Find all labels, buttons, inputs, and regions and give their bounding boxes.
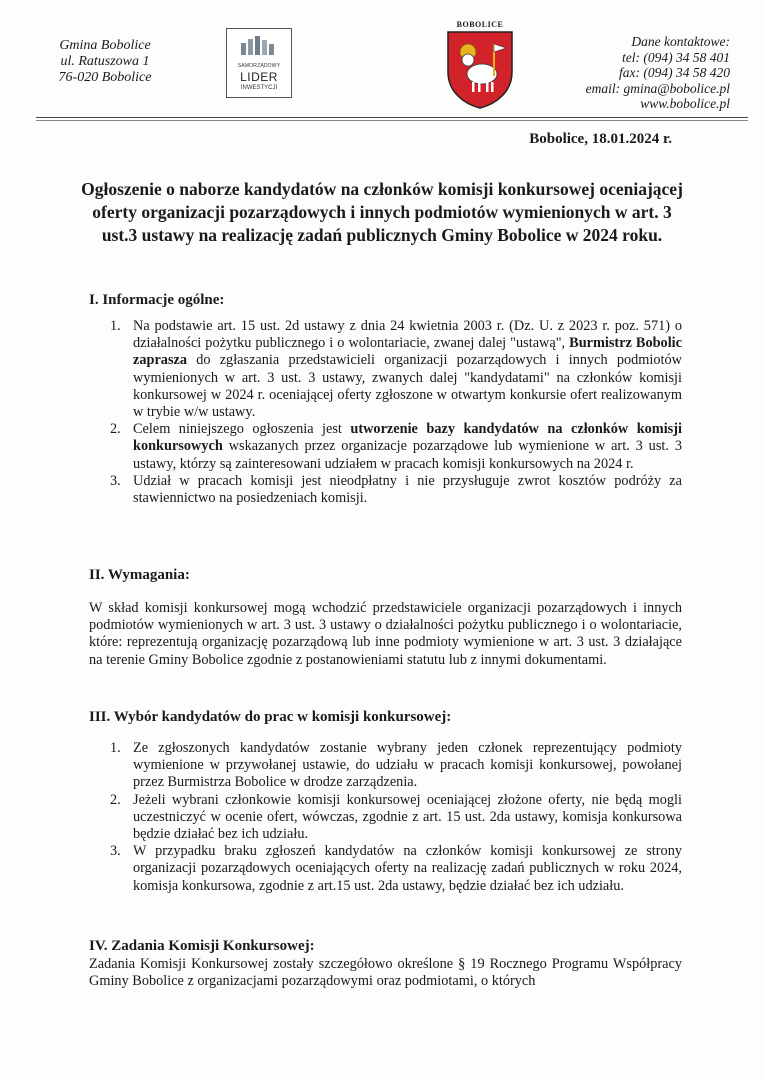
section-heading: III. Wybór kandydatów do prac w komisji konkursowej:	[89, 709, 452, 725]
section-2-text: W skład komisji konkursowej mogą wchodzić przedstawiciele organizacji pozarządowych i innych podmiotów wymienionych w art. 3 ust. 3 ustawy o działalności pożytku publicznego i o wolontariacie, które: reprezentują organizację pozarządową lub inne podmioty wymienione w art. 3 ust. 3 działające na terenie Gminy Bobolice zgodnie z postanowieniami statutu lub z innymi dokumentami.	[89, 600, 682, 668]
contact-website: www.bobolice.pl	[640, 96, 730, 111]
address-line: 76-020 Bobolice	[58, 70, 152, 85]
item-number: 1.	[110, 318, 121, 334]
lider-inwestycji-logo	[226, 28, 292, 98]
section-heading: I. Informacje ogólne:	[89, 292, 225, 308]
item-text: Na podstawie art. 15 ust. 2d ustawy z dnia 24 kwietnia 2003 r. (Dz. U. z 2023 r. poz. 571) o działalności pożytku publicznego i o wolontariacie, zwanej dalej "ustawą",	[133, 318, 682, 352]
document-title: Ogłoszenie o naborze kandydatów na członków komisji konkursowej oceniającej oferty organizacji pozarządowych i innych podmiotów wymienionych w art. 3 ust.3 ustawy na realizację zadań publicznych Gminy Bobolice w 2024 roku.	[81, 179, 683, 245]
item-text: Ze zgłoszonych kandydatów zostanie wybrany jeden członek reprezentujący podmioty wymienione w przywołanej ustawie, do udziału w pracach komisji konkursowej, powołanej przez Burmistrza Bobolice w drodze zarządzenia.	[133, 740, 682, 791]
address-line: Gmina Bobolice	[59, 38, 151, 53]
list-item	[110, 421, 682, 473]
logo-line3: INWESTYCJI	[240, 85, 278, 91]
contact-email: email: gmina@bobolice.pl	[585, 80, 730, 96]
item-text: Celem niniejszego ogłoszenia jest	[133, 421, 351, 438]
logo-line2: LIDER	[240, 70, 278, 84]
list-item	[110, 792, 682, 844]
address-line: ul. Ratuszowa 1	[60, 54, 150, 69]
section-4-text: Zadania Komisji Konkursowej zostały szczegółowo określone § 19 Rocznego Programu Współpracy Gminy Bobolice z organizacjami pozarządowymi oraz podmiotami, o których	[89, 956, 682, 990]
document-date: Bobolice, 18.01.2024 r.	[529, 131, 672, 147]
lamb-crest-icon	[446, 30, 514, 110]
item-text: W przypadku braku zgłoszeń kandydatów na członków komisji konkursowej ze strony organizacji pozarządowych oceniających oferty na realizację zadań publicznych w roku 2024, komisja konkursowa, zgodnie z art.15 ust. 2da ustawy, będzie działać bez ich udziału.	[133, 843, 682, 894]
contact-heading: Dane kontaktowe:	[631, 34, 730, 49]
item-number: 2.	[110, 421, 121, 438]
item-bold-text: utworzenie bazy kandydatów na członków komisji konkursowych	[133, 421, 682, 455]
list-item	[110, 473, 682, 507]
item-number: 1.	[110, 740, 121, 756]
list-item	[110, 843, 682, 895]
item-bold-text: Burmistrz Bobolic zaprasza	[133, 335, 682, 369]
municipality-address	[30, 38, 180, 86]
section-1-list	[110, 318, 682, 507]
buildings-icon	[239, 35, 279, 55]
item-text: Jeżeli wybrani członkowie komisji konkursowej oceniającej złożone oferty, nie będą mogli uczestniczyć w ocenie ofert, wówczas, zgodnie z art. 15 ust. 2da ustawy, komisja konkursowa będzie działać bez ich udziału.	[133, 791, 682, 843]
item-text: do zgłaszania przedstawicieli organizacji pozarządowych i innych podmiotów wymienionych w art. 3 ust. 3 ustawy, zwanych dalej "kandydatami" na członków komisji konkursowej w 2024 r. oceniającej oferty zgłoszone w otwartym konkursie ofert realizowanym w trybie w/w ustawy.	[133, 352, 682, 421]
item-number: 3.	[110, 843, 121, 860]
contact-details	[530, 34, 730, 112]
header-divider	[36, 120, 748, 121]
contact-phone: tel: (094) 34 58 401	[622, 49, 730, 65]
item-text: Udział w pracach komisji jest nieodpłatny i nie przysługuje zwrot kosztów podróży za stawiennictwo na posiedzeniach komisji.	[133, 472, 682, 507]
logo-line1: SAMORZĄDOWY	[237, 63, 281, 69]
contact-fax: fax: (094) 34 58 420	[619, 65, 730, 80]
list-item	[110, 318, 682, 421]
list-item	[110, 740, 682, 792]
item-number: 3.	[110, 472, 121, 489]
item-text: wskazanych przez organizacje pozarządowe lub wymienione w art. 3 ust. 3 ustawy, którzy są zainteresowani udziałem w pracach komisji konkursowych na 2024 r.	[133, 438, 682, 472]
item-number: 2.	[110, 791, 121, 808]
crest-name: BOBOLICE	[456, 20, 504, 29]
section-heading: IV. Zadania Komisji Konkursowej:	[89, 938, 315, 954]
header-divider	[36, 117, 748, 118]
section-heading: II. Wymagania:	[89, 567, 190, 583]
coat-of-arms	[444, 20, 516, 110]
section-3-list	[110, 740, 682, 895]
